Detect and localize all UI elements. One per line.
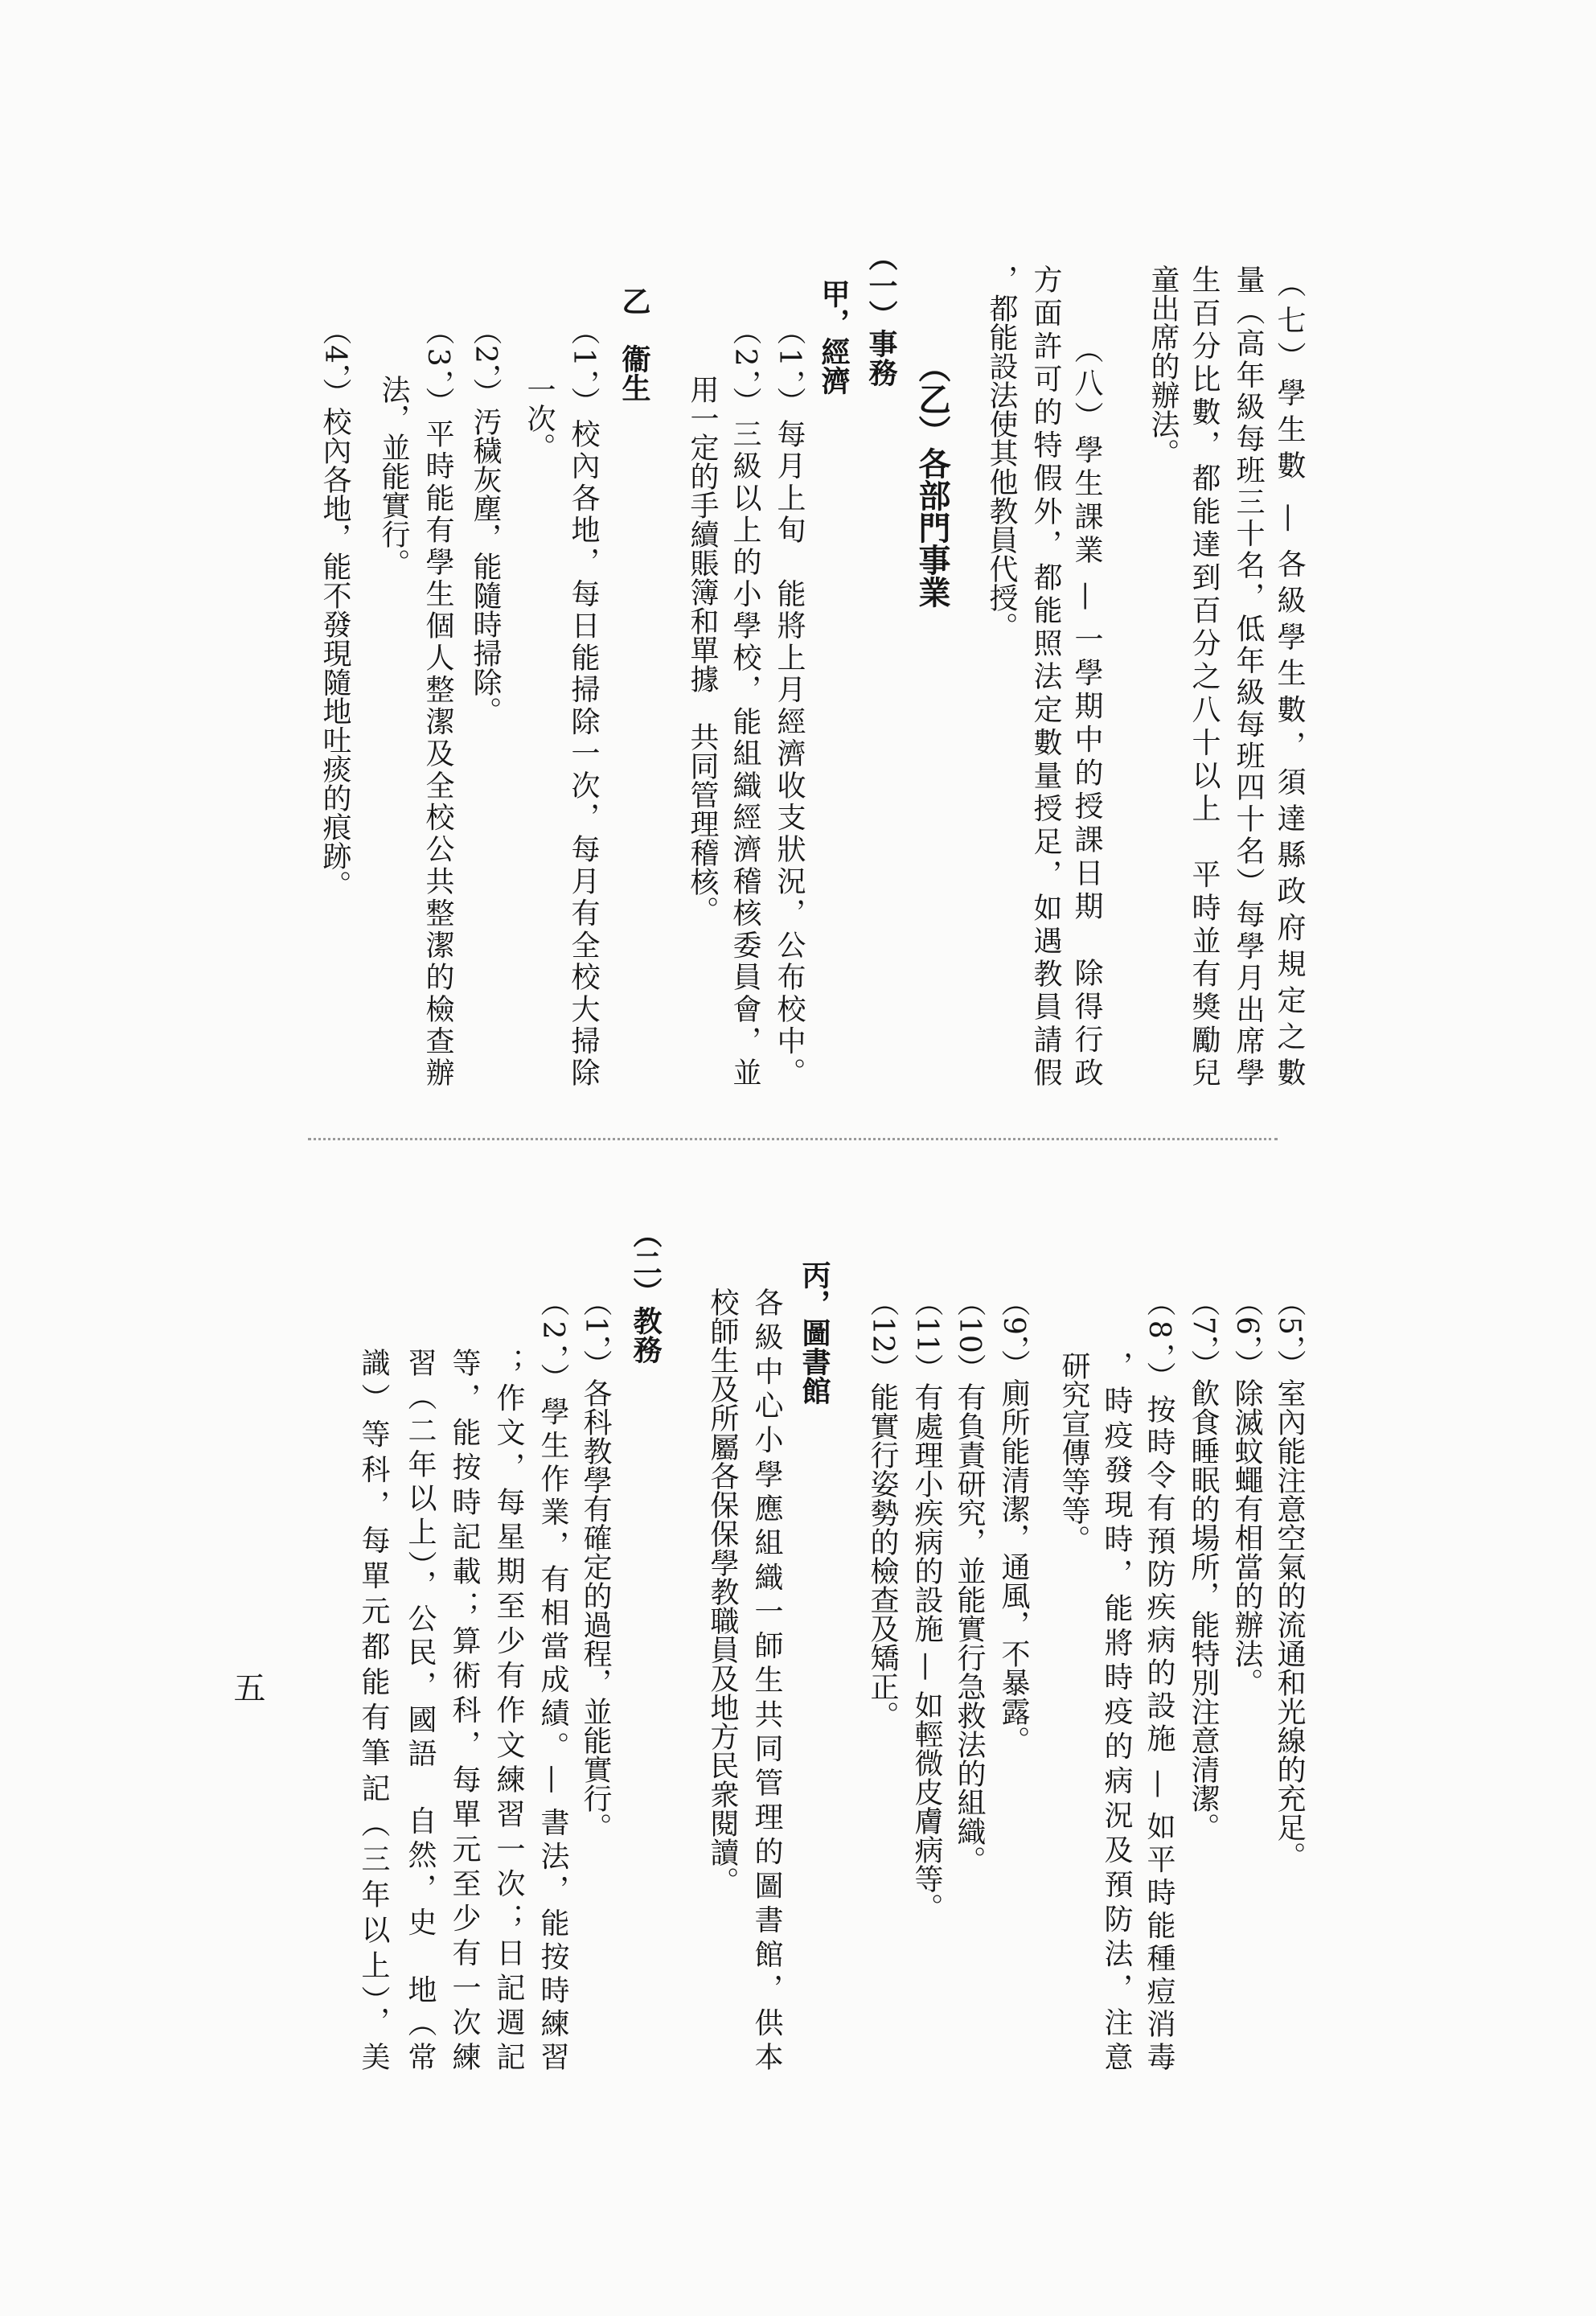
text-column: 一次。 — [523, 375, 556, 462]
text-column: 生百分比數，都能達到百分之八十以上 平時並有獎勵兒 — [1188, 265, 1221, 1086]
text-column: （10）有負責研究，並能實行急救法的組織。 — [953, 1287, 986, 1875]
text-column: （9，）廁所能清潔，通風，不暴露。 — [997, 1287, 1030, 1755]
subsection-heading: （二）教務 — [629, 1219, 663, 1364]
section-heading: （乙）各部門事業 — [913, 351, 951, 608]
text-column: （七）學生數 — 各級學生數，須達縣政府規定之數 — [1273, 269, 1306, 1086]
text-column: （5，）室內能注意空氣的流通和光線的充足。 — [1273, 1287, 1306, 1870]
text-column: （8，）按時令有預防疾病的設施 — 如平時能種痘消毒 — [1143, 1287, 1175, 2071]
text-column: ，時疫發現時，能將時疫的病況及預防法，注意 — [1100, 1351, 1133, 2071]
text-column: 研究宣傳等等。 — [1057, 1351, 1090, 1554]
text-column: 童出席的辦法。 — [1147, 265, 1180, 467]
subsection-heading: 甲，經濟 — [817, 279, 851, 395]
text-column: 各級中心小學應組織一師生共同管理的圖書館，供本 — [750, 1287, 783, 2071]
text-column: 法，並能實行。 — [377, 375, 410, 577]
text-column: 習（二年以上），公民，國語 自然，史 地（常 — [404, 1348, 437, 2071]
text-column: （八）學生課業 — 一學期中的授課日期 除得行政 — [1070, 335, 1103, 1086]
text-column: （12）能實行姿勢的檢查及矯正。 — [866, 1287, 899, 1730]
text-column: （2，）學生作業，有相當成績。— 書法，能按時練習 — [536, 1287, 569, 2071]
text-column: 等，能按時記載；算術科，每單元至少有一次練 — [448, 1348, 481, 2071]
page-number: 五 — [228, 1671, 265, 1703]
text-column: （1，）每月上旬 能將上月經濟收支狀況，公布校中。 — [773, 316, 806, 1086]
text-column: 識）等科，每單元都能有筆記（三年以上），美 — [357, 1348, 390, 2071]
text-column: 量（高年級每班三十名，低年級每班四十名）每學月出席學 — [1232, 265, 1265, 1086]
subsection-heading: 丙，圖書館 — [798, 1260, 831, 1405]
text-column: （1，）校內各地，每日能掃除一次，每月有全校大掃除 — [567, 316, 600, 1086]
text-column: （6，）除滅蚊蠅有相當的辦法。 — [1230, 1287, 1263, 1697]
text-column: （2，）汚穢灰塵，能隨時掃除。 — [469, 316, 502, 725]
text-column: 用一定的手續賬簿和單據 共同管理稽核。 — [686, 375, 719, 925]
text-column: ；作文，每星期至少有作文練習一次；日記週記 — [492, 1348, 525, 2071]
text-column: （11）有處理小疾病的設施 — 如輕微皮膚病等。 — [910, 1287, 943, 1922]
subsection-heading: （一）事務 — [864, 242, 898, 387]
text-column: ，都能設法使其他教員代授。 — [985, 265, 1018, 641]
text-column: 方面許可的特假外，都能照法定數量授足，如遇教員請假 — [1029, 265, 1062, 1086]
text-column: （7，）飮食睡眠的場所，能特別注意清潔。 — [1187, 1287, 1220, 1842]
text-column: 校師生及所屬各保保學教職員及地方民衆閱讀。 — [706, 1287, 739, 1895]
text-column: （2，）三級以上的小學校，能組織經濟稽核委員會，並 — [728, 316, 761, 1086]
text-column: （4，）校內各地，能不發現隨地吐痰的痕跡。 — [318, 316, 351, 899]
subsection-heading: 乙 衞生 — [617, 286, 651, 402]
section-divider — [308, 1138, 1278, 1140]
text-column: （3，）平時能有學生個人整潔及全校公共整潔的檢查辦 — [421, 316, 454, 1086]
text-column: （1，）各科教學有確定的過程，並能實行。 — [579, 1287, 612, 1842]
